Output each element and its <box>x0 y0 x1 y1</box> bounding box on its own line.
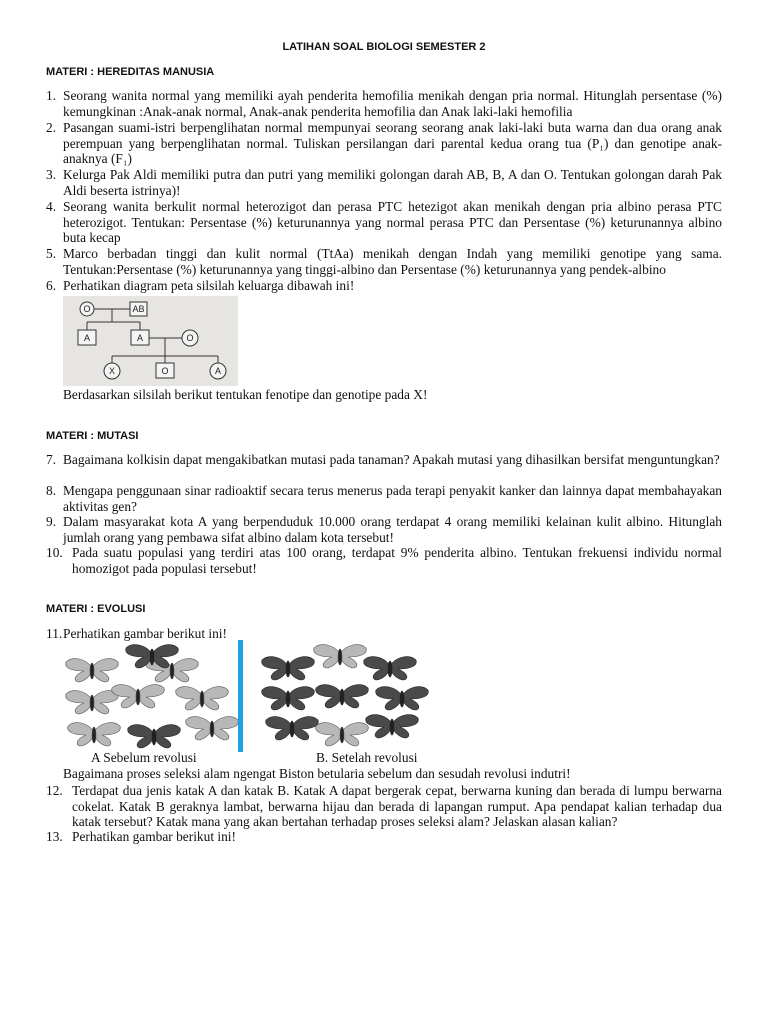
question-11-followup: Bagaimana proses seleksi alam ngengat Biston betularia sebelum dan sesudah revolusi indutri! <box>63 766 571 781</box>
pedigree-label: X <box>108 366 116 376</box>
pedigree-label: O <box>161 366 169 376</box>
divider-bar <box>238 640 243 752</box>
question-text: Seorang wanita berkulit normal heterozigot dan perasa PTC hetezigot akan menikah dengan pria albino perasa PTC heterozigot. Tentukan: Persentase (%) keturunannya yang normal perasa PTC dan Persentase (%) keturunannya albino buta kecap <box>63 199 722 246</box>
question-6 <box>46 278 722 294</box>
question-text: Bagaimana kolkisin dapat mengakibatkan mutasi pada tanaman? Apakah mutasi yang dihasilkan bersifat menguntungkan? <box>63 452 720 467</box>
moth-dark <box>266 717 319 740</box>
question-13 <box>46 829 722 845</box>
moth-light <box>186 717 239 740</box>
question-number: 6. <box>46 278 57 293</box>
question-number: 4. <box>46 199 57 214</box>
question-2 <box>46 120 722 167</box>
pedigree-label: A <box>83 333 91 343</box>
moth-light <box>68 723 121 746</box>
question-text: Kelurga Pak Aldi memiliki putra dan putri yang memiliki golongan darah AB, B, A dan O. Tentukan golongan darah Pak Aldi beserta istrinya)! <box>63 167 722 198</box>
question-4 <box>46 199 722 246</box>
question-12 <box>46 783 722 830</box>
question-number: 9. <box>46 514 57 529</box>
moth-dark <box>262 687 315 710</box>
pedigree-label: AB <box>132 304 145 314</box>
dark-moths-after <box>262 657 429 740</box>
question-number: 3. <box>46 167 57 182</box>
moth-dark <box>316 685 369 708</box>
moth-dark <box>376 687 429 710</box>
question-text: Perhatikan diagram peta silsilah keluarga dibawah ini! <box>63 278 355 293</box>
question-3 <box>46 167 722 198</box>
pedigree-svg <box>63 296 238 386</box>
question-5 <box>46 246 722 277</box>
question-number: 8. <box>46 483 57 498</box>
question-7 <box>46 452 722 468</box>
moth-svg <box>62 640 442 752</box>
question-text: Perhatikan gambar berikut ini! <box>72 829 236 844</box>
question-text: Pada suatu populasi yang terdiri atas 100 orang, terdapat 9% penderita albino. Tentukan frekuensi individu normal homozigot pada populasi tersebut! <box>72 545 722 576</box>
moth-light <box>66 691 119 714</box>
question-text: Mengapa penggunaan sinar radioaktif secara terus menerus pada terapi penyakit kanker dan lainnya dapat membahayakan aktivitas gen? <box>63 483 722 514</box>
question-text: Marco berbadan tinggi dan kulit normal (TtAa) menikah dengan Indah yang memiliki genotipe yang sama. Tentukan:Persentase (%) keturunannya yang tinggi-albino dan Persentase (%) keturunannya yang pendek-albino <box>63 246 722 277</box>
caption-after: B. Setelah revolusi <box>316 750 418 765</box>
question-text: Dalam masyarakat kota A yang berpenduduk 10.000 orang terdapat 4 orang memiliki kelainan kulit albino. Hitunglah jumlah orang yang pembawa sifat albino dalam kota tersebut! <box>63 514 722 545</box>
moth-dark <box>262 657 315 680</box>
moth-light <box>66 659 119 682</box>
pedigree-label: A <box>214 366 222 376</box>
question-number: 1. <box>46 88 57 103</box>
question-number: 7. <box>46 452 57 467</box>
moth-light <box>316 723 369 746</box>
caption-before: A Sebelum revolusi <box>91 750 197 765</box>
pedigree-diagram <box>63 296 238 386</box>
question-number: 5. <box>46 246 57 261</box>
question-text: Terdapat dua jenis katak A dan katak B. Katak A dapat bergerak cepat, berwarna kuning dan berada di lumpu berwarna cokelat. Katak B geraknya lambat, berwarna hijau dan berada di lapangan rumput. Apa pendapat kalian terhadap dua katak tersebut? Katak mana yang akan bertahan terhadap proses seleksi alam? Jelaskan alasan kalian? <box>72 783 722 830</box>
question-number: 13. <box>46 829 63 844</box>
question-number: 12. <box>46 783 63 798</box>
moth-dark <box>128 725 181 748</box>
moth-dark <box>364 657 417 680</box>
question-10 <box>46 545 722 576</box>
section-heading-mutasi: MATERI : MUTASI <box>46 430 139 442</box>
question-9 <box>46 514 722 545</box>
question-6-followup: Berdasarkan silsilah berikut tentukan fenotipe dan genotipe pada X! <box>63 387 428 402</box>
question-text: Perhatikan gambar berikut ini! <box>63 626 227 641</box>
section-heading-evolusi: MATERI : EVOLUSI <box>46 603 146 615</box>
question-number: 10. <box>46 545 63 560</box>
moth-dark <box>126 645 179 668</box>
pedigree-label: O <box>83 304 91 314</box>
section-heading-hereditas: MATERI : HEREDITAS MANUSIA <box>46 66 215 78</box>
page-title: LATIHAN SOAL BIOLOGI SEMESTER 2 <box>282 41 486 53</box>
pedigree-label: O <box>186 333 194 343</box>
pedigree-label: A <box>136 333 144 343</box>
moth-illustration <box>62 640 442 752</box>
question-text: Pasangan suami-istri berpenglihatan normal mempunyai seorang seorang anak laki-laki buta warna dan dua orang anak perempuan yang berpenglihatan normal. Tuliskan persilangan dari parental kedua orang tua (P₁) dan genotipe anak-anaknya (F₁) <box>63 120 722 167</box>
moth-light <box>112 685 165 708</box>
moth-light <box>314 645 367 668</box>
question-number: 2. <box>46 120 57 135</box>
question-8 <box>46 483 722 514</box>
question-number: 11. <box>46 626 63 641</box>
question-1 <box>46 88 722 119</box>
moth-light <box>176 687 229 710</box>
moth-dark <box>366 715 419 738</box>
question-text: Seorang wanita normal yang memiliki ayah penderita hemofilia menikah dengan pria normal. Hitunglah persentase (%) kemungkinan :Anak-anak normal, Anak-anak penderita hemofilia dan Anak laki-laki hemofilia <box>63 88 722 119</box>
